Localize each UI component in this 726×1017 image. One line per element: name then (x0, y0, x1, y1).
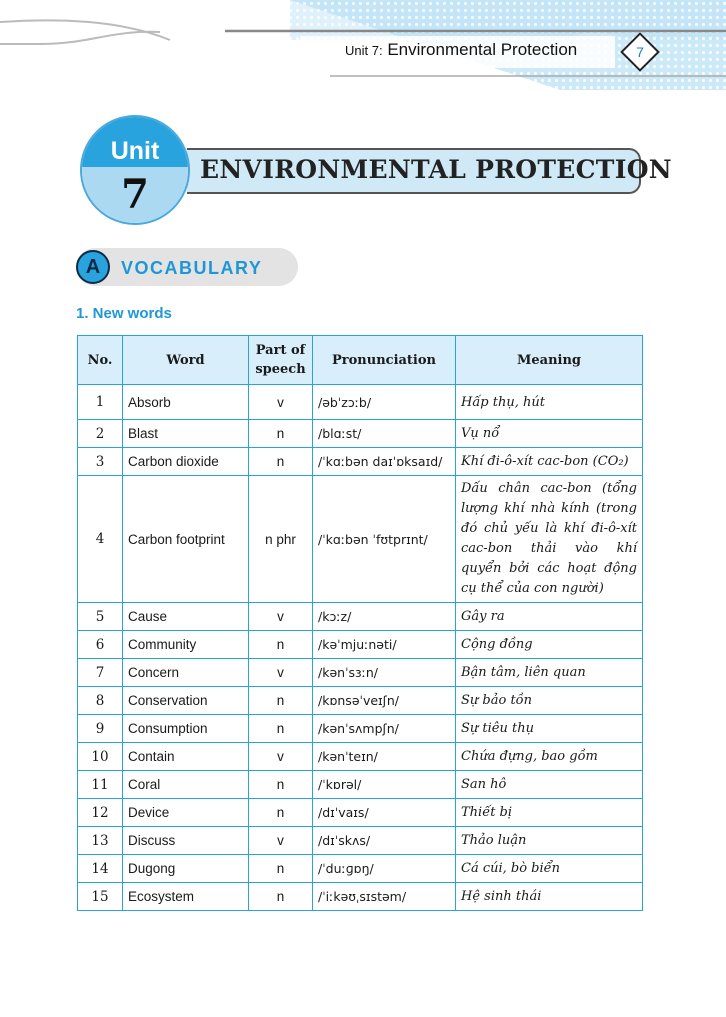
cell-meaning: San hô (456, 771, 643, 799)
cell-no: 1 (78, 385, 123, 420)
cell-no: 2 (78, 420, 123, 448)
cell-no: 10 (78, 743, 123, 771)
cell-meaning: Chứa đựng, bao gồm (456, 743, 643, 771)
cell-part-of-speech: v (249, 385, 313, 420)
cell-part-of-speech: n (249, 855, 313, 883)
section-letter-icon: A (76, 250, 110, 284)
cell-word: Ecosystem (123, 883, 249, 911)
header-word: Word (123, 336, 249, 385)
cell-word: Carbon footprint (123, 476, 249, 603)
cell-word: Dugong (123, 855, 249, 883)
cell-pronunciation: /dɪˈvaɪs/ (313, 799, 456, 827)
cell-word: Cause (123, 603, 249, 631)
cell-word: Coral (123, 771, 249, 799)
cell-no: 15 (78, 883, 123, 911)
cell-word: Absorb (123, 385, 249, 420)
table-header-row (78, 336, 643, 385)
unit-title: ENVIRONMENTAL PROTECTION (200, 155, 672, 184)
cell-word: Discuss (123, 827, 249, 855)
cell-word: Conservation (123, 687, 249, 715)
cell-meaning: Hấp thụ, hút (456, 385, 643, 420)
header-meaning: Meaning (456, 336, 643, 385)
cell-part-of-speech: n (249, 420, 313, 448)
cell-no: 12 (78, 799, 123, 827)
cell-part-of-speech: n (249, 631, 313, 659)
table-row (78, 448, 643, 476)
cell-part-of-speech: v (249, 743, 313, 771)
table-row (78, 771, 643, 799)
running-head-prefix: Unit 7: (345, 43, 383, 58)
running-head-title: Environmental Protection (387, 40, 578, 59)
cell-no: 8 (78, 687, 123, 715)
table-row (78, 420, 643, 448)
cell-meaning: Sự tiêu thụ (456, 715, 643, 743)
cell-no: 5 (78, 603, 123, 631)
cell-pronunciation: /kɒnsəˈveɪʃn/ (313, 687, 456, 715)
cell-word: Blast (123, 420, 249, 448)
cell-meaning: Cá cúi, bò biển (456, 855, 643, 883)
unit-label: Unit (110, 137, 160, 165)
cell-word: Community (123, 631, 249, 659)
header-part-of-speech: Part of speech (249, 336, 313, 385)
cell-pronunciation: /kɔːz/ (313, 603, 456, 631)
cell-pronunciation: /ˈkɑːbən daɪˈɒksaɪd/ (313, 448, 456, 476)
cell-part-of-speech: n (249, 771, 313, 799)
cell-no: 13 (78, 827, 123, 855)
header-no: No. (78, 336, 123, 385)
table-row (78, 715, 643, 743)
cell-part-of-speech: v (249, 603, 313, 631)
cell-part-of-speech: v (249, 827, 313, 855)
table-row (78, 476, 643, 603)
cell-word: Carbon dioxide (123, 448, 249, 476)
unit-badge (80, 115, 190, 225)
cell-part-of-speech: n phr (249, 476, 313, 603)
cell-meaning: Sự bảo tồn (456, 687, 643, 715)
cell-part-of-speech: n (249, 448, 313, 476)
cell-pronunciation: /ˈduːɡɒŋ/ (313, 855, 456, 883)
cell-meaning: Bận tâm, liên quan (456, 659, 643, 687)
table-row (78, 687, 643, 715)
section-title: VOCABULARY (121, 258, 263, 278)
cell-meaning: Vụ nổ (456, 420, 643, 448)
cell-no: 6 (78, 631, 123, 659)
cell-part-of-speech: n (249, 883, 313, 911)
cell-meaning: Cộng đồng (456, 631, 643, 659)
table-row (78, 631, 643, 659)
cell-meaning: Hệ sinh thái (456, 883, 643, 911)
table-row (78, 883, 643, 911)
cell-pronunciation: /blɑːst/ (313, 420, 456, 448)
cell-meaning: Dấu chân cac-bon (tổng lượng khí nhà kính (trong đó chủ yếu là khí đi-ô-xít cac-bon thải vào khí quyển bởi các hoạt động cụ thể của con người) (456, 476, 643, 603)
cell-part-of-speech: n (249, 715, 313, 743)
cell-word: Device (123, 799, 249, 827)
table-row (78, 659, 643, 687)
cell-pronunciation: /dɪˈskʌs/ (313, 827, 456, 855)
cell-word: Contain (123, 743, 249, 771)
cell-pronunciation: /kənˈsɜːn/ (313, 659, 456, 687)
cell-pronunciation: /ˈkɑːbən ˈfʊtprɪnt/ (313, 476, 456, 603)
cell-no: 3 (78, 448, 123, 476)
vocabulary-table (77, 335, 643, 911)
cell-no: 4 (78, 476, 123, 603)
cell-word: Concern (123, 659, 249, 687)
cell-meaning: Khí đi-ô-xít cac-bon (CO₂) (456, 448, 643, 476)
table-row (78, 743, 643, 771)
table-row (78, 799, 643, 827)
vocabulary-table-body (78, 385, 643, 911)
cell-pronunciation: /ˈiːkəʊˌsɪstəm/ (313, 883, 456, 911)
cell-meaning: Thảo luận (456, 827, 643, 855)
cell-pronunciation: /ˈkɒrəl/ (313, 771, 456, 799)
table-row (78, 385, 643, 420)
cell-word: Consumption (123, 715, 249, 743)
cell-meaning: Thiết bị (456, 799, 643, 827)
cell-no: 11 (78, 771, 123, 799)
page-number: 7 (636, 44, 644, 60)
cell-no: 7 (78, 659, 123, 687)
cell-meaning: Gây ra (456, 603, 643, 631)
cell-no: 9 (78, 715, 123, 743)
table-row (78, 855, 643, 883)
table-row (78, 827, 643, 855)
unit-number: 7 (121, 171, 149, 218)
cell-no: 14 (78, 855, 123, 883)
cell-part-of-speech: n (249, 687, 313, 715)
running-head (345, 40, 577, 60)
cell-part-of-speech: n (249, 799, 313, 827)
cell-part-of-speech: v (249, 659, 313, 687)
header-pronunciation: Pronunciation (313, 336, 456, 385)
subsection-title: 1. New words (76, 305, 172, 322)
cell-pronunciation: /kənˈteɪn/ (313, 743, 456, 771)
cell-pronunciation: /əbˈzɔːb/ (313, 385, 456, 420)
cell-pronunciation: /kəˈmjuːnəti/ (313, 631, 456, 659)
cell-pronunciation: /kənˈsʌmpʃn/ (313, 715, 456, 743)
table-row (78, 603, 643, 631)
